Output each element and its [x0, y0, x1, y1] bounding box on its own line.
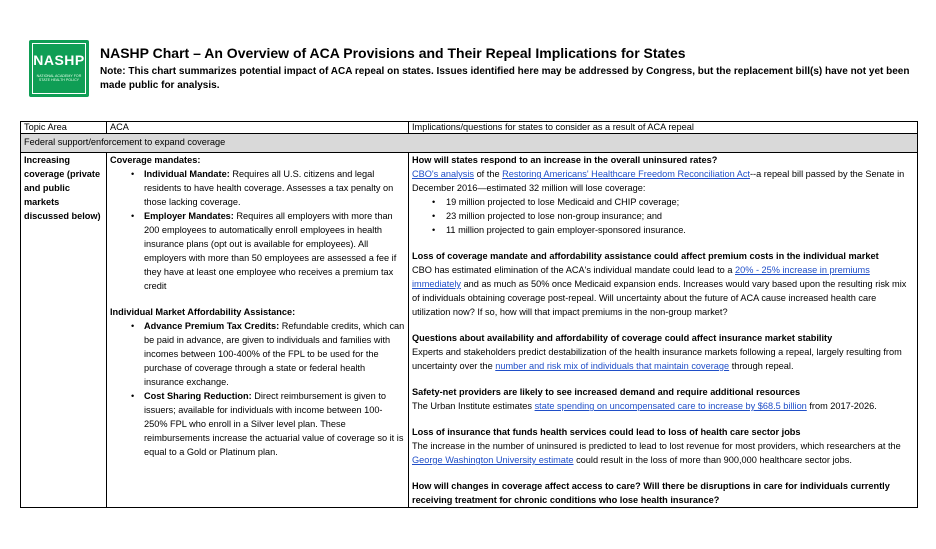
jobs-text-1: The increase in the number of uninsured is predicted to lead to lost revenue for most providers, which researchers at the	[412, 441, 901, 451]
topic-cell: Increasing coverage (private and public markets discussed below)	[21, 153, 107, 508]
page-title: NASHP Chart – An Overview of ACA Provisions and Their Repeal Implications for States	[100, 45, 686, 61]
section-row	[21, 134, 918, 153]
premium-increase-link[interactable]: 20% - 25% increase in premiums immediately	[412, 265, 870, 289]
list-item: • 11 million projected to gain employer-sponsored insurance.	[412, 223, 914, 237]
list-item: • 23 million projected to lose non-group insurance; and	[412, 209, 914, 223]
safety-net-heading: Safety-net providers are likely to see increased demand and require additional resources	[412, 387, 801, 397]
header-topic-area: Topic Area	[21, 122, 107, 134]
list-item: • 19 million projected to lose Medicaid and CHIP coverage;	[412, 195, 914, 209]
cbo-analysis-link[interactable]: CBO's analysis	[412, 169, 475, 179]
logo-wordmark: NASHP	[33, 52, 85, 68]
coverage-mandates-heading: Coverage mandates:	[110, 155, 201, 165]
uncompensated-care-link[interactable]: state spending on uncompensated care to increase by $68.5 billion	[534, 401, 807, 411]
section-title: Federal support/enforcement to expand coverage	[21, 134, 918, 153]
uninsured-block	[412, 153, 914, 237]
risk-mix-link[interactable]: number and risk mix of individuals that maintain coverage	[495, 361, 730, 371]
header-implications: Implications/questions for states to consider as a result of ACA repeal	[409, 122, 918, 134]
employer-mandates-term: Employer Mandates:	[144, 211, 234, 221]
uninsured-text	[412, 167, 914, 195]
aca-provisions-table	[20, 121, 918, 508]
safety-net-text-2: from 2017-2026.	[806, 401, 877, 411]
uninsured-heading: How will states respond to an increase in the overall uninsured rates?	[412, 155, 718, 165]
employer-mandates-item	[110, 209, 405, 293]
aca-cell	[107, 153, 409, 508]
gwu-estimate-link[interactable]: George Washington University estimate	[412, 455, 574, 465]
aptc-text: Refundable credits, which can be paid in advance, are given to individuals and families with incomes between 100-400% of the FPL to be used for the purchase of coverage through a state or federal health insurance exchange.	[144, 321, 405, 387]
employer-mandates-text: Requires all employers with more than 200 employees to automatically enroll employees in health insurance plans (opt out is available for employees). All employers with more than 50 employees are assessed a fee if they have at least one employee who receives a premium tax credit	[144, 211, 397, 291]
uninsured-text-2: --a repeal bill passed by the Senate in December 2016—estimated 32 million will lose coverage:	[412, 169, 905, 193]
csr-text: Direct reimbursement is given to issuers; available for individuals with income between 100-250% FPL who enroll in a Silver level plan. These reimbursements increase the actuarial value of coverage so it is equal to a Gold or Platinum plan.	[144, 391, 404, 457]
logo-subtitle: NATIONAL ACADEMY FOR STATE HEALTH POLICY	[36, 74, 82, 83]
jobs-block	[412, 425, 914, 467]
table-row	[21, 153, 918, 508]
stability-heading: Questions about availability and affordability of coverage could affect insurance market stability	[412, 333, 833, 343]
uninsured-text-1: of the	[474, 169, 503, 179]
premium-text-2: and as much as 50% once Medicaid expansion ends. Increases would vary based upon the resulting risk mix of individuals obtaining coverage post-repeal. Will uncertainty about the future of ACA cause increased health care utilization now? If so, how will that impact premiums in the non-group market?	[412, 279, 907, 317]
jobs-heading: Loss of insurance that funds health services could lead to loss of health care sector jobs	[412, 427, 801, 437]
premium-text	[412, 263, 914, 319]
csr-term: Cost Sharing Reduction:	[144, 391, 252, 401]
stability-text-1: Experts and stakeholders predict destabilization of the health insurance markets following a repeal, largely resulting from uncertainty over the	[412, 347, 902, 371]
affordability-heading: Individual Market Affordability Assistance:	[110, 307, 296, 317]
safety-net-block	[412, 385, 914, 413]
premium-block	[412, 249, 914, 319]
nashp-logo	[29, 40, 89, 97]
jobs-text	[412, 439, 914, 467]
stability-text	[412, 345, 914, 373]
individual-mandate-term: Individual Mandate:	[144, 169, 230, 179]
premium-text-1: CBO has estimated elimination of the ACA's individual mandate could lead to a	[412, 265, 735, 275]
safety-net-text	[412, 399, 914, 413]
aptc-term: Advance Premium Tax Credits:	[144, 321, 280, 331]
logo-border	[32, 43, 86, 94]
csr-item	[110, 389, 405, 459]
header-aca: ACA	[107, 122, 409, 134]
individual-mandate-text: Requires all U.S. citizens and legal residents to have health coverage. Assesses a tax penalty on those lacking coverage.	[144, 169, 394, 207]
access-block	[412, 479, 914, 507]
access-heading: How will changes in coverage affect access to care? Will there be disruptions in care for individuals currently receiving treatment for chronic conditions who lose health insurance?	[412, 481, 890, 505]
stability-block	[412, 331, 914, 373]
page-note: Note: This chart summarizes potential impact of ACA repeal on states. Issues identified here may be addressed by Congress, but the replacement bill(s) have not yet been made public for analysis.	[100, 66, 910, 91]
table-header-row	[21, 122, 918, 134]
aptc-item	[110, 319, 405, 389]
premium-heading: Loss of coverage mandate and affordability assistance could affect premium costs in the individual market	[412, 251, 879, 261]
safety-net-text-1: The Urban Institute estimates	[412, 401, 535, 411]
implications-cell	[409, 153, 918, 508]
stability-text-2: through repeal.	[729, 361, 794, 371]
jobs-text-2: could result in the loss of more than 900,000 healthcare sector jobs.	[573, 455, 852, 465]
individual-mandate-item	[110, 167, 405, 209]
reconciliation-act-link[interactable]: Restoring Americans' Healthcare Freedom Reconciliation Act	[502, 169, 750, 179]
